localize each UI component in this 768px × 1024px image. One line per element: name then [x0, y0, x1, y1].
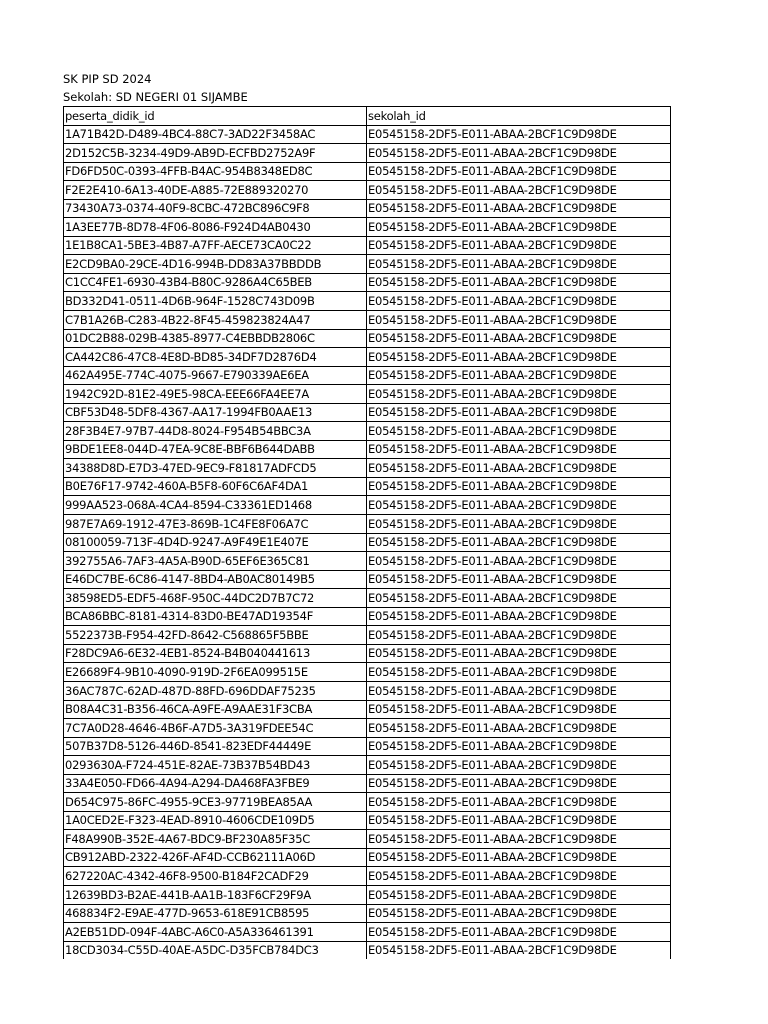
- table-row: [64, 366, 671, 385]
- cell-sekolah-id: E0545158-2DF5-E011-ABAA-2BCF1C9D98DE: [367, 719, 671, 738]
- cell-peserta-didik-id: B08A4C31-B356-46CA-A9FE-A9AAE31F3CBA: [64, 700, 367, 719]
- cell-sekolah-id: E0545158-2DF5-E011-ABAA-2BCF1C9D98DE: [367, 848, 671, 867]
- column-header-sekolah-id: sekolah_id: [367, 107, 671, 126]
- cell-sekolah-id: E0545158-2DF5-E011-ABAA-2BCF1C9D98DE: [367, 589, 671, 608]
- cell-peserta-didik-id: 36AC787C-62AD-487D-88FD-696DDAF75235: [64, 681, 367, 700]
- cell-sekolah-id: E0545158-2DF5-E011-ABAA-2BCF1C9D98DE: [367, 941, 671, 959]
- cell-peserta-didik-id: CBF53D48-5DF8-4367-AA17-1994FB0AAE13: [64, 403, 367, 422]
- cell-sekolah-id: E0545158-2DF5-E011-ABAA-2BCF1C9D98DE: [367, 144, 671, 163]
- cell-sekolah-id: E0545158-2DF5-E011-ABAA-2BCF1C9D98DE: [367, 515, 671, 534]
- table-row: [64, 403, 671, 422]
- table-row: [64, 626, 671, 645]
- cell-peserta-didik-id: CA442C86-47C8-4E8D-BD85-34DF7D2876D4: [64, 348, 367, 367]
- cell-peserta-didik-id: FD6FD50C-0393-4FFB-B4AC-954B8348ED8C: [64, 162, 367, 181]
- cell-peserta-didik-id: 627220AC-4342-46F8-9500-B184F2CADF29: [64, 867, 367, 886]
- column-header-peserta-didik-id: peserta_didik_id: [64, 107, 367, 126]
- cell-peserta-didik-id: 73430A73-0374-40F9-8CBC-472BC896C9F8: [64, 199, 367, 218]
- table-row: [64, 644, 671, 663]
- cell-sekolah-id: E0545158-2DF5-E011-ABAA-2BCF1C9D98DE: [367, 644, 671, 663]
- cell-peserta-didik-id: BCA86BBC-8181-4314-83D0-BE47AD19354F: [64, 607, 367, 626]
- table-row: [64, 496, 671, 515]
- cell-peserta-didik-id: 28F3B4E7-97B7-44D8-8024-F954B54BBC3A: [64, 422, 367, 441]
- school-name-line: Sekolah: SD NEGERI 01 SIJAMBE: [63, 90, 248, 104]
- cell-sekolah-id: E0545158-2DF5-E011-ABAA-2BCF1C9D98DE: [367, 477, 671, 496]
- table-row: [64, 607, 671, 626]
- cell-sekolah-id: E0545158-2DF5-E011-ABAA-2BCF1C9D98DE: [367, 885, 671, 904]
- cell-sekolah-id: E0545158-2DF5-E011-ABAA-2BCF1C9D98DE: [367, 830, 671, 849]
- table-row: [64, 681, 671, 700]
- cell-peserta-didik-id: 392755A6-7AF3-4A5A-B90D-65EF6E365C81: [64, 552, 367, 571]
- cell-sekolah-id: E0545158-2DF5-E011-ABAA-2BCF1C9D98DE: [367, 366, 671, 385]
- table-row: [64, 440, 671, 459]
- table-row: [64, 719, 671, 738]
- cell-peserta-didik-id: 468834F2-E9AE-477D-9653-618E91CB8595: [64, 904, 367, 923]
- cell-peserta-didik-id: 1942C92D-81E2-49E5-98CA-EEE66FA4EE7A: [64, 385, 367, 404]
- table-row: [64, 144, 671, 163]
- cell-sekolah-id: E0545158-2DF5-E011-ABAA-2BCF1C9D98DE: [367, 311, 671, 330]
- cell-peserta-didik-id: 1E1B8CA1-5BE3-4B87-A7FF-AECE73CA0C22: [64, 236, 367, 255]
- cell-sekolah-id: E0545158-2DF5-E011-ABAA-2BCF1C9D98DE: [367, 681, 671, 700]
- cell-sekolah-id: E0545158-2DF5-E011-ABAA-2BCF1C9D98DE: [367, 348, 671, 367]
- student-table: [63, 106, 671, 959]
- cell-sekolah-id: E0545158-2DF5-E011-ABAA-2BCF1C9D98DE: [367, 440, 671, 459]
- table-row: [64, 811, 671, 830]
- cell-peserta-didik-id: 12639BD3-B2AE-441B-AA1B-183F6CF29F9A: [64, 885, 367, 904]
- cell-peserta-didik-id: 7C7A0D28-4646-4B6F-A7D5-3A319FDEE54C: [64, 719, 367, 738]
- cell-sekolah-id: E0545158-2DF5-E011-ABAA-2BCF1C9D98DE: [367, 533, 671, 552]
- cell-peserta-didik-id: E26689F4-9B10-4090-919D-2F6EA099515E: [64, 663, 367, 682]
- cell-peserta-didik-id: 08100059-713F-4D4D-9247-A9F49E1E407E: [64, 533, 367, 552]
- table-row: [64, 385, 671, 404]
- table-row: [64, 700, 671, 719]
- cell-peserta-didik-id: 33A4E050-FD66-4A94-A294-DA468FA3FBE9: [64, 774, 367, 793]
- cell-sekolah-id: E0545158-2DF5-E011-ABAA-2BCF1C9D98DE: [367, 403, 671, 422]
- cell-sekolah-id: E0545158-2DF5-E011-ABAA-2BCF1C9D98DE: [367, 923, 671, 942]
- cell-peserta-didik-id: 999AA523-068A-4CA4-8594-C33361ED1468: [64, 496, 367, 515]
- cell-sekolah-id: E0545158-2DF5-E011-ABAA-2BCF1C9D98DE: [367, 756, 671, 775]
- cell-sekolah-id: E0545158-2DF5-E011-ABAA-2BCF1C9D98DE: [367, 700, 671, 719]
- table-row: [64, 515, 671, 534]
- cell-peserta-didik-id: A2EB51DD-094F-4ABC-A6C0-A5A336461391: [64, 923, 367, 942]
- cell-peserta-didik-id: C7B1A26B-C283-4B22-8F45-459823824A47: [64, 311, 367, 330]
- table-row: [64, 181, 671, 200]
- table-row: [64, 273, 671, 292]
- table-row: [64, 885, 671, 904]
- cell-sekolah-id: E0545158-2DF5-E011-ABAA-2BCF1C9D98DE: [367, 218, 671, 237]
- table-row: [64, 941, 671, 959]
- document-title: SK PIP SD 2024: [63, 72, 152, 86]
- cell-peserta-didik-id: 462A495E-774C-4075-9667-E790339AE6EA: [64, 366, 367, 385]
- cell-sekolah-id: E0545158-2DF5-E011-ABAA-2BCF1C9D98DE: [367, 496, 671, 515]
- cell-peserta-didik-id: 34388D8D-E7D3-47ED-9EC9-F81817ADFCD5: [64, 459, 367, 478]
- cell-peserta-didik-id: 2D152C5B-3234-49D9-AB9D-ECFBD2752A9F: [64, 144, 367, 163]
- cell-peserta-didik-id: E46DC7BE-6C86-4147-8BD4-AB0AC80149B5: [64, 570, 367, 589]
- table-row: [64, 793, 671, 812]
- cell-peserta-didik-id: F2E2E410-6A13-40DE-A885-72E889320270: [64, 181, 367, 200]
- table-row: [64, 663, 671, 682]
- cell-sekolah-id: E0545158-2DF5-E011-ABAA-2BCF1C9D98DE: [367, 199, 671, 218]
- cell-sekolah-id: E0545158-2DF5-E011-ABAA-2BCF1C9D98DE: [367, 626, 671, 645]
- cell-peserta-didik-id: B0E76F17-9742-460A-B5F8-60F6C6AF4DA1: [64, 477, 367, 496]
- cell-peserta-didik-id: C1CC4FE1-6930-43B4-B80C-9286A4C65BEB: [64, 273, 367, 292]
- cell-sekolah-id: E0545158-2DF5-E011-ABAA-2BCF1C9D98DE: [367, 607, 671, 626]
- table-row: [64, 329, 671, 348]
- cell-sekolah-id: E0545158-2DF5-E011-ABAA-2BCF1C9D98DE: [367, 459, 671, 478]
- cell-peserta-didik-id: 18CD3034-C55D-40AE-A5DC-D35FCB784DC3: [64, 941, 367, 959]
- table-body: [64, 125, 671, 959]
- table-row: [64, 199, 671, 218]
- table-row: [64, 236, 671, 255]
- cell-peserta-didik-id: BD332D41-0511-4D6B-964F-1528C743D09B: [64, 292, 367, 311]
- table-row: [64, 218, 671, 237]
- cell-sekolah-id: E0545158-2DF5-E011-ABAA-2BCF1C9D98DE: [367, 811, 671, 830]
- cell-sekolah-id: E0545158-2DF5-E011-ABAA-2BCF1C9D98DE: [367, 181, 671, 200]
- cell-sekolah-id: E0545158-2DF5-E011-ABAA-2BCF1C9D98DE: [367, 552, 671, 571]
- table-row: [64, 477, 671, 496]
- table-row: [64, 867, 671, 886]
- cell-sekolah-id: E0545158-2DF5-E011-ABAA-2BCF1C9D98DE: [367, 570, 671, 589]
- table-row: [64, 756, 671, 775]
- cell-sekolah-id: E0545158-2DF5-E011-ABAA-2BCF1C9D98DE: [367, 255, 671, 274]
- cell-sekolah-id: E0545158-2DF5-E011-ABAA-2BCF1C9D98DE: [367, 236, 671, 255]
- cell-sekolah-id: E0545158-2DF5-E011-ABAA-2BCF1C9D98DE: [367, 904, 671, 923]
- table-row: [64, 848, 671, 867]
- table-row: [64, 552, 671, 571]
- table-row: [64, 162, 671, 181]
- cell-peserta-didik-id: 507B37D8-5126-446D-8541-823EDF44449E: [64, 737, 367, 756]
- cell-peserta-didik-id: 1A3EE77B-8D78-4F06-8086-F924D4AB0430: [64, 218, 367, 237]
- cell-peserta-didik-id: D654C975-86FC-4955-9CE3-97719BEA85AA: [64, 793, 367, 812]
- cell-peserta-didik-id: CB912ABD-2322-426F-AF4D-CCB62111A06D: [64, 848, 367, 867]
- table-header-row: [64, 107, 671, 126]
- cell-peserta-didik-id: 38598ED5-EDF5-468F-950C-44DC2D7B7C72: [64, 589, 367, 608]
- table-row: [64, 255, 671, 274]
- cell-sekolah-id: E0545158-2DF5-E011-ABAA-2BCF1C9D98DE: [367, 125, 671, 144]
- table-row: [64, 292, 671, 311]
- cell-sekolah-id: E0545158-2DF5-E011-ABAA-2BCF1C9D98DE: [367, 422, 671, 441]
- table-row: [64, 459, 671, 478]
- cell-peserta-didik-id: E2CD9BA0-29CE-4D16-994B-DD83A37BBDDB: [64, 255, 367, 274]
- document-page: [63, 70, 671, 959]
- cell-sekolah-id: E0545158-2DF5-E011-ABAA-2BCF1C9D98DE: [367, 329, 671, 348]
- table-row: [64, 589, 671, 608]
- cell-sekolah-id: E0545158-2DF5-E011-ABAA-2BCF1C9D98DE: [367, 774, 671, 793]
- cell-peserta-didik-id: F48A990B-352E-4A67-BDC9-BF230A85F35C: [64, 830, 367, 849]
- table-row: [64, 311, 671, 330]
- cell-peserta-didik-id: 1A0CED2E-F323-4EAD-8910-4606CDE109D5: [64, 811, 367, 830]
- cell-sekolah-id: E0545158-2DF5-E011-ABAA-2BCF1C9D98DE: [367, 737, 671, 756]
- cell-peserta-didik-id: F28DC9A6-6E32-4EB1-8524-B4B040441613: [64, 644, 367, 663]
- table-row: [64, 923, 671, 942]
- table-row: [64, 737, 671, 756]
- cell-peserta-didik-id: 0293630A-F724-451E-82AE-73B37B54BD43: [64, 756, 367, 775]
- cell-sekolah-id: E0545158-2DF5-E011-ABAA-2BCF1C9D98DE: [367, 385, 671, 404]
- cell-sekolah-id: E0545158-2DF5-E011-ABAA-2BCF1C9D98DE: [367, 793, 671, 812]
- table-row: [64, 904, 671, 923]
- table-row: [64, 348, 671, 367]
- cell-sekolah-id: E0545158-2DF5-E011-ABAA-2BCF1C9D98DE: [367, 292, 671, 311]
- table-row: [64, 774, 671, 793]
- cell-sekolah-id: E0545158-2DF5-E011-ABAA-2BCF1C9D98DE: [367, 663, 671, 682]
- cell-peserta-didik-id: 9BDE1EE8-044D-47EA-9C8E-BBF6B644DABB: [64, 440, 367, 459]
- table-row: [64, 125, 671, 144]
- cell-peserta-didik-id: 1A71B42D-D489-4BC4-88C7-3AD22F3458AC: [64, 125, 367, 144]
- cell-peserta-didik-id: 01DC2B88-029B-4385-8977-C4EBBDB2806C: [64, 329, 367, 348]
- cell-sekolah-id: E0545158-2DF5-E011-ABAA-2BCF1C9D98DE: [367, 162, 671, 181]
- table-row: [64, 830, 671, 849]
- cell-peserta-didik-id: 5522373B-F954-42FD-8642-C568865F5BBE: [64, 626, 367, 645]
- cell-sekolah-id: E0545158-2DF5-E011-ABAA-2BCF1C9D98DE: [367, 867, 671, 886]
- table-row: [64, 533, 671, 552]
- cell-sekolah-id: E0545158-2DF5-E011-ABAA-2BCF1C9D98DE: [367, 273, 671, 292]
- table-row: [64, 570, 671, 589]
- table-row: [64, 422, 671, 441]
- cell-peserta-didik-id: 987E7A69-1912-47E3-869B-1C4FE8F06A7C: [64, 515, 367, 534]
